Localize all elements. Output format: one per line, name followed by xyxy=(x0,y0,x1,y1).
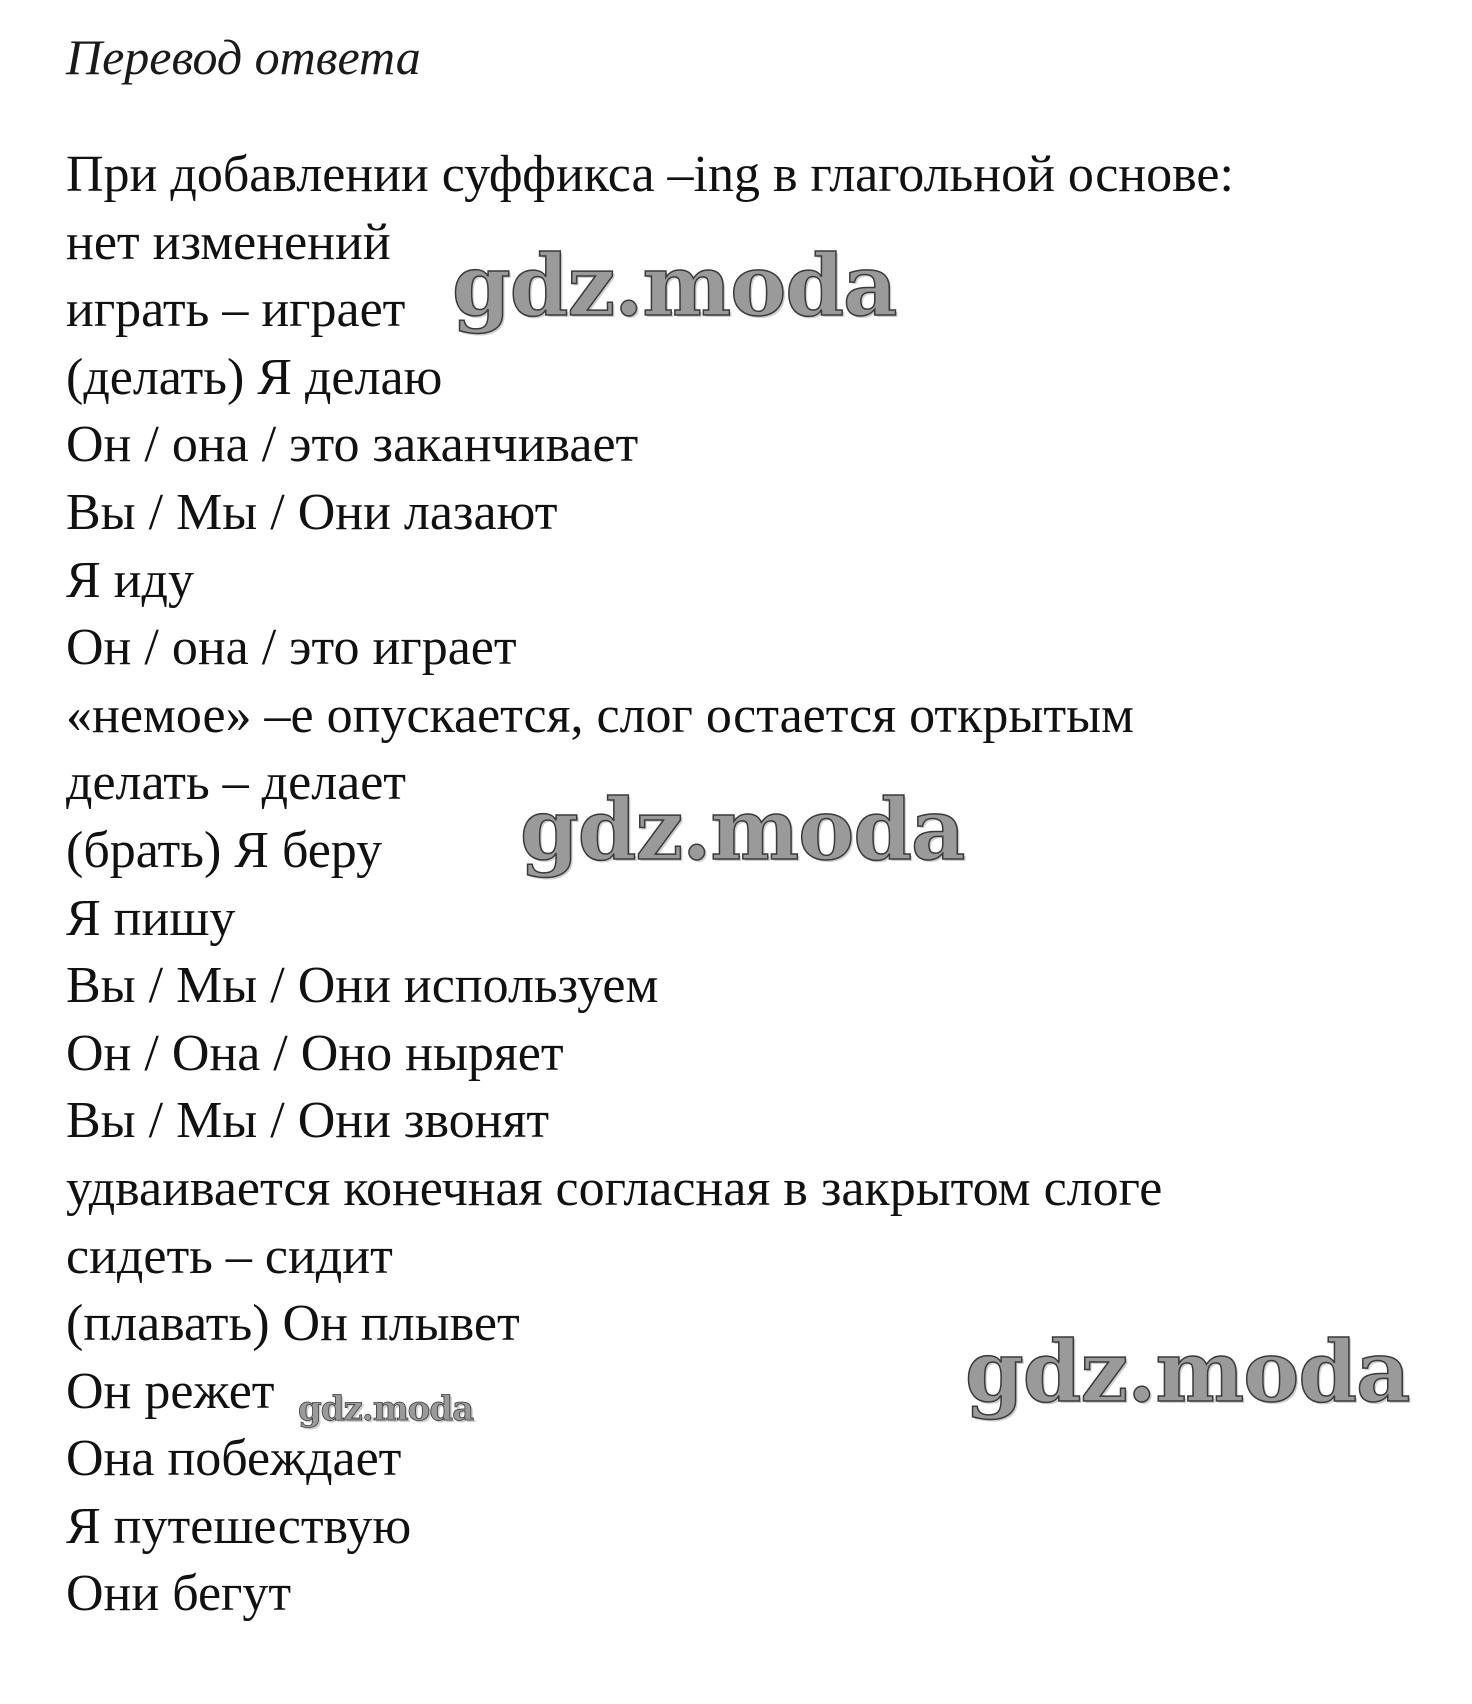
watermark: gdz.moda xyxy=(965,1322,1410,1421)
text-line: играть – играет xyxy=(66,281,406,339)
section-heading: Перевод ответа xyxy=(66,29,421,85)
text-line: Вы / Мы / Они используем xyxy=(66,957,659,1015)
text-line: Он режет xyxy=(66,1362,275,1420)
text-line: удваивается конечная согласная в закрытом слоге xyxy=(66,1159,1163,1217)
text-line: Вы / Мы / Они звонят xyxy=(66,1092,550,1150)
text-line: Она побеждает xyxy=(66,1430,402,1488)
text-line: Он / Она / Оно ныряет xyxy=(66,1024,564,1082)
watermark: gdz.moda xyxy=(452,236,897,335)
text-line: При добавлении суффикса –ing в глагольной основе: xyxy=(66,146,1234,203)
watermark: gdz.moda xyxy=(298,1389,474,1429)
text-line: Он / она / это заканчивает xyxy=(66,416,639,474)
text-line: (плавать) Он плывет xyxy=(66,1295,520,1353)
text-line: «немое» –е опускается, слог остается открытым xyxy=(66,686,1134,744)
text-line: Он / она / это играет xyxy=(66,619,517,677)
text-line: нет изменений xyxy=(66,213,391,271)
text-line: Я путешествую xyxy=(66,1497,412,1555)
text-line: делать – делает xyxy=(66,754,407,812)
text-line: Они бегут xyxy=(66,1565,292,1623)
text-line: (брать) Я беру xyxy=(66,821,383,879)
text-line: Вы / Мы / Они лазают xyxy=(66,483,558,541)
text-line: Я иду xyxy=(66,551,194,609)
text-line: (делать) Я делаю xyxy=(66,348,443,406)
watermark: gdz.moda xyxy=(520,780,965,879)
text-line: Я пишу xyxy=(66,889,236,947)
text-line: сидеть – сидит xyxy=(66,1227,393,1285)
